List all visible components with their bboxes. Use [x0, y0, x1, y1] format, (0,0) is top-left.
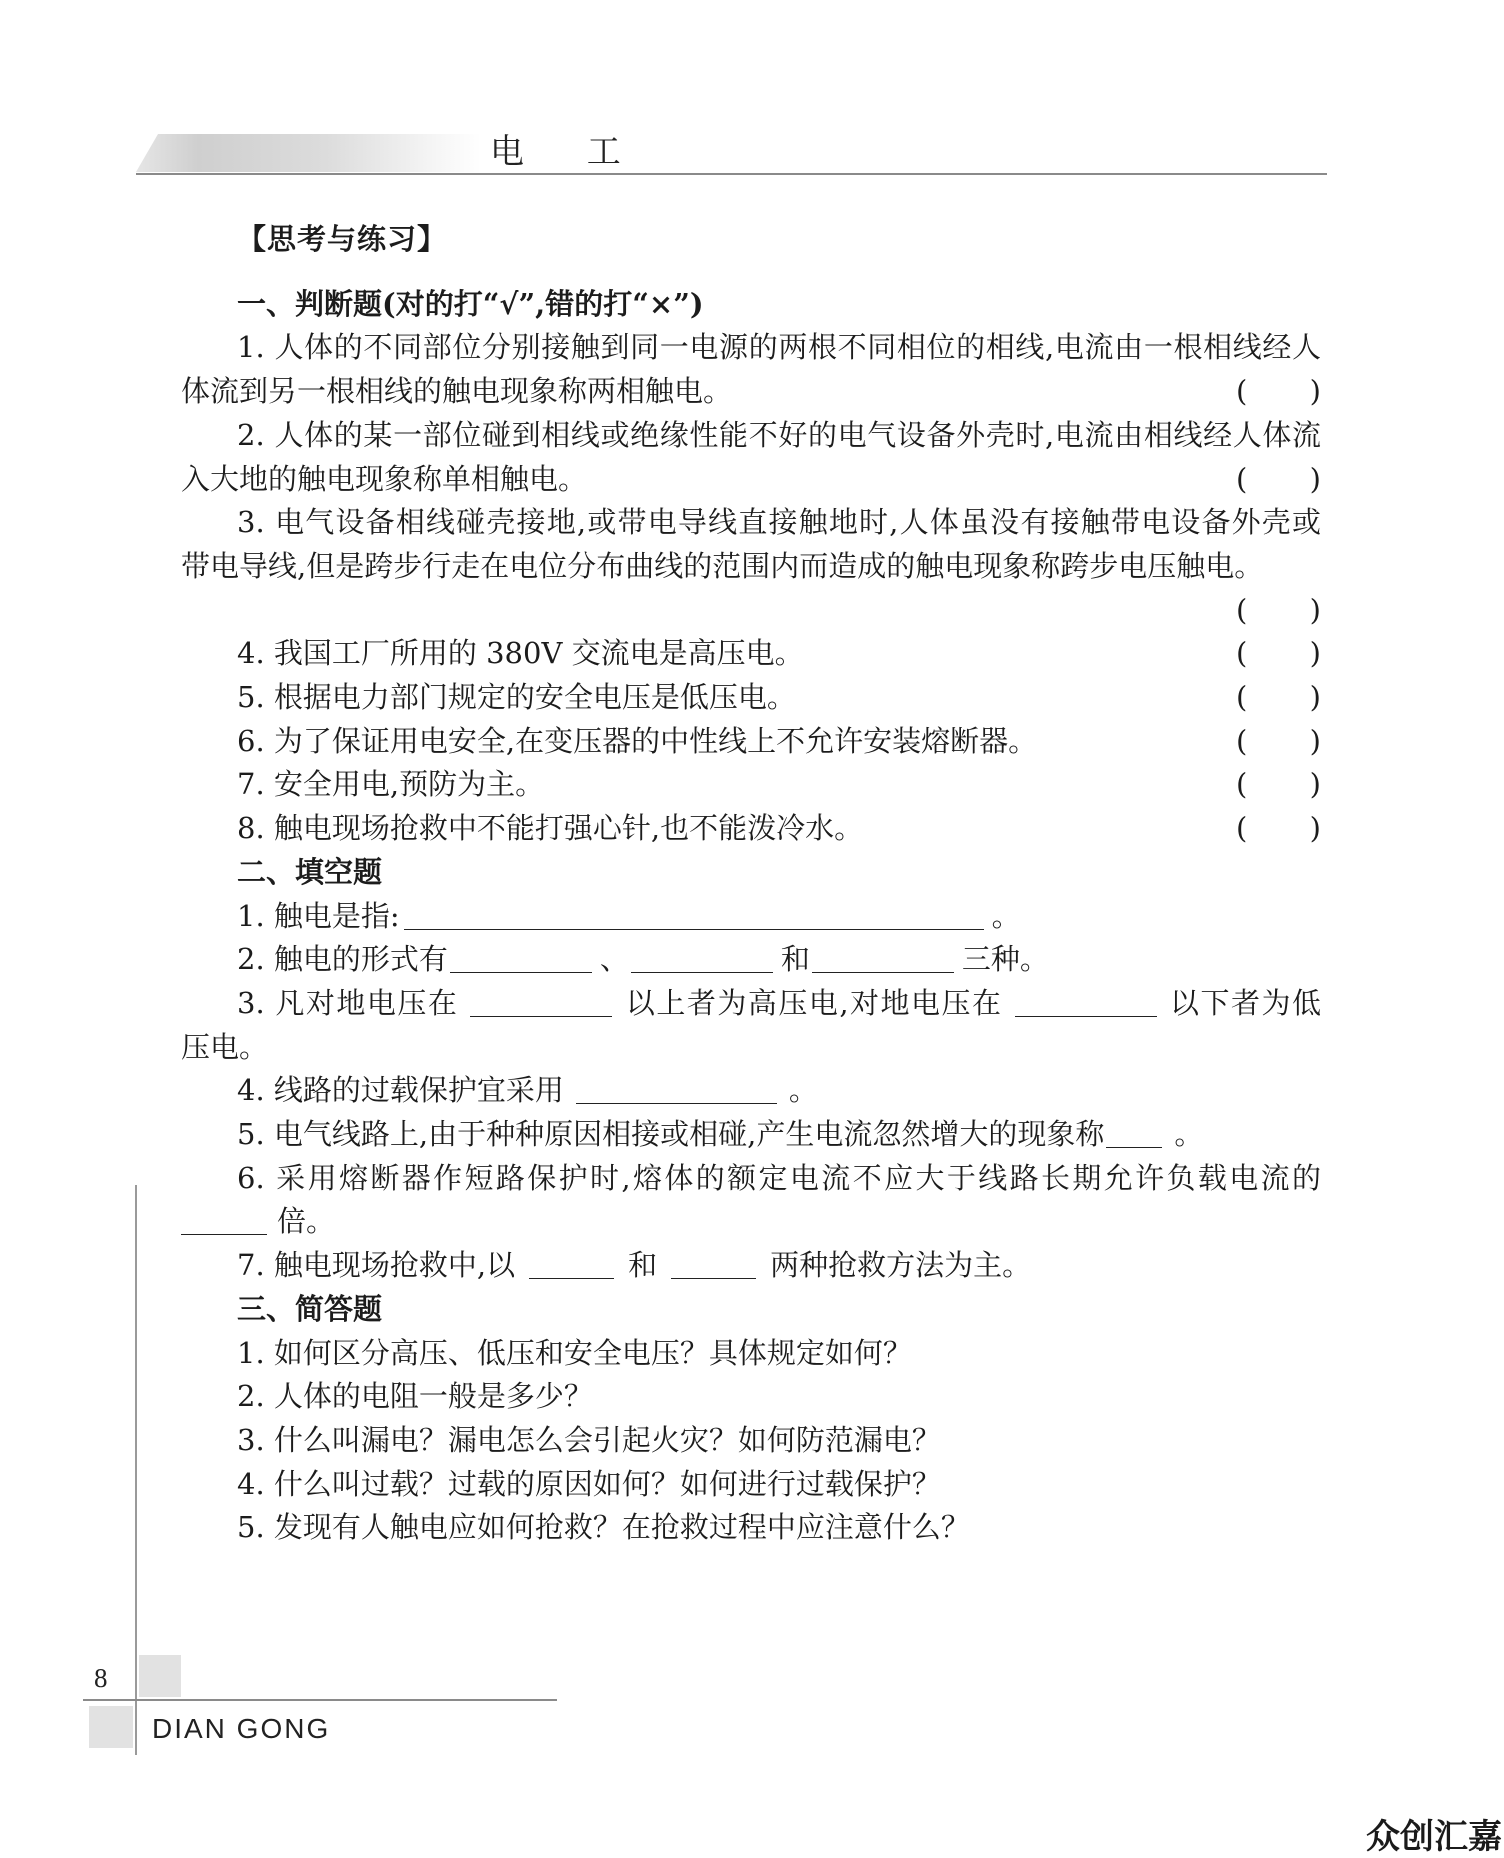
answer-blank: [404, 929, 984, 930]
answer-blank: [181, 1234, 267, 1235]
paren-open: (: [1236, 636, 1248, 671]
fill-in-item-3: [181, 982, 1321, 1069]
item-text: 1. 触电是指:: [237, 898, 400, 933]
item-text: 5. 电气线路上,由于种种原因相接或相碰,产生电流忽然增大的现象称: [237, 1117, 1105, 1152]
answer-parentheses: [1236, 632, 1321, 676]
item-text: 6. 为了保证用电安全,在变压器的中性线上不允许安装熔断器。: [237, 723, 1038, 758]
answer-parentheses: [1236, 676, 1321, 720]
paren-close: ): [1309, 636, 1321, 671]
true-false-item-8: [181, 807, 1321, 851]
answer-blank: [631, 972, 773, 973]
true-false-item-2: [181, 414, 1321, 501]
running-header-title: 电 工: [490, 132, 621, 172]
paren-open: (: [1236, 680, 1248, 715]
item-text: 。: [1174, 1117, 1204, 1152]
item-text: 以上者为高压电,对地电压在: [624, 985, 1003, 1020]
section-title: 【思考与练习】: [237, 222, 448, 256]
answer-blank: [529, 1278, 614, 1279]
item-text: 4. 线路的过载保护宜采用: [237, 1073, 564, 1108]
true-false-item-1: [181, 326, 1321, 413]
answer-blank: [812, 972, 954, 973]
paren-open: (: [1236, 374, 1248, 409]
fill-in-heading: 二、填空题: [237, 854, 383, 889]
item-text: 倍。: [277, 1204, 336, 1239]
header-gradient-bar: [136, 134, 481, 172]
item-text: 8. 触电现场抢救中不能打强心针,也不能泼冷水。: [237, 811, 864, 846]
item-text: 入大地的触电现象称单相触电。: [181, 461, 588, 496]
fill-in-item-4: [181, 1069, 1321, 1113]
answer-parentheses: [1236, 370, 1321, 414]
paren-open: (: [1236, 767, 1248, 802]
short-answer-item-4: 4. 什么叫过载？过载的原因如何？如何进行过载保护？: [237, 1466, 941, 1501]
paren-open: (: [1236, 592, 1248, 627]
paren-close: ): [1309, 811, 1321, 846]
true-false-item-3-line-3: [181, 589, 1321, 633]
answer-blank: [576, 1103, 777, 1104]
fill-in-item-6-line-2: [181, 1200, 1321, 1244]
answer-blank: [470, 1016, 612, 1017]
true-false-item-3-line-2: 带电导线,但是跨步行走在电位分布曲线的范围内而造成的触电现象称跨步电压触电。: [181, 548, 1264, 583]
footer-vertical-rule: [135, 1185, 137, 1755]
footer-rule: [83, 1699, 557, 1701]
true-false-heading: 一、判断题(对的打“√”,错的打“×”): [237, 286, 704, 321]
fill-in-item-2: [181, 938, 1321, 982]
paren-close: ): [1309, 723, 1321, 758]
answer-blank: [450, 972, 592, 973]
page-number: 8: [94, 1663, 108, 1693]
true-false-item-7: [181, 763, 1321, 807]
fill-in-item-3-line-1: [181, 982, 1321, 1026]
item-text: 、: [599, 942, 629, 977]
true-false-item-3-line-1: 3. 电气设备相线碰壳接地,或带电导线直接触地时,人体虽没有接触带电设备外壳或: [237, 505, 1321, 540]
answer-parentheses: [1236, 807, 1321, 851]
item-text: 3. 凡对地电压在: [237, 985, 459, 1020]
short-answer-item-3: 3. 什么叫漏电？漏电怎么会引起火灾？如何防范漏电？: [237, 1422, 941, 1457]
paren-close: ): [1309, 767, 1321, 802]
header-rule: [136, 173, 1327, 175]
short-answer-item-5: 5. 发现有人触电应如何抢救？在抢救过程中应注意什么？: [237, 1510, 970, 1545]
true-false-item-1-line-1: 1. 人体的不同部位分别接触到同一电源的两根不同相位的相线,电流由一根相线经人: [237, 330, 1321, 365]
fill-in-item-5: [181, 1113, 1321, 1157]
watermark-logo: 众创汇嘉: [1366, 1817, 1502, 1857]
fill-in-item-6-line-1: 6. 采用熔断器作短路保护时,熔体的额定电流不应大于线路长期允许负载电流的: [237, 1160, 1321, 1195]
answer-parentheses: [1236, 720, 1321, 764]
true-false-item-6: [181, 720, 1321, 764]
item-text: 。: [788, 1073, 818, 1108]
item-text: 5. 根据电力部门规定的安全电压是低压电。: [237, 680, 796, 715]
answer-blank: [671, 1278, 756, 1279]
footer-running-title: DIAN GONG: [152, 1713, 331, 1744]
item-text: 三种。: [961, 942, 1049, 977]
paren-close: ): [1309, 461, 1321, 496]
item-text: 体流到另一根相线的触电现象称两相触电。: [181, 374, 733, 409]
paren-open: (: [1236, 723, 1248, 758]
item-text: 两种抢救方法为主。: [770, 1248, 1032, 1283]
answer-blank: [1015, 1016, 1157, 1017]
short-answer-item-1: 1. 如何区分高压、低压和安全电压？具体规定如何？: [237, 1335, 912, 1370]
item-text: 。: [991, 898, 1021, 933]
answer-parentheses: [1236, 763, 1321, 807]
item-text: 和: [628, 1248, 658, 1283]
true-false-item-3: [181, 501, 1321, 632]
paren-open: (: [1236, 811, 1248, 846]
answer-blank: [1106, 1147, 1162, 1148]
fill-in-item-3-line-2: 压电。: [181, 1029, 269, 1064]
true-false-item-2-line-1: 2. 人体的某一部位碰到相线或绝缘性能不好的电气设备外壳时,电流由相线经人体流: [237, 417, 1321, 452]
item-text: 7. 安全用电,预防为主。: [237, 767, 545, 802]
item-text: 2. 触电的形式有: [237, 942, 448, 977]
item-text: 和: [780, 942, 810, 977]
item-text: 4. 我国工厂所用的 380V 交流电是高压电。: [237, 636, 804, 671]
footer-decor-square: [89, 1706, 133, 1748]
true-false-item-5: [181, 676, 1321, 720]
fill-in-item-7: [181, 1244, 1321, 1288]
short-answer-heading: 三、简答题: [237, 1291, 383, 1326]
true-false-item-4: [181, 632, 1321, 676]
answer-parentheses: [1236, 589, 1321, 633]
answer-parentheses: [1236, 458, 1321, 502]
true-false-item-2-line-2: [181, 458, 1321, 502]
exercise-section: [181, 218, 1321, 1550]
paren-close: ): [1309, 680, 1321, 715]
paren-close: ): [1309, 592, 1321, 627]
item-text: 以下者为低: [1168, 985, 1321, 1020]
item-text: 7. 触电现场抢救中,以: [237, 1248, 516, 1283]
short-answer-item-2: 2. 人体的电阻一般是多少？: [237, 1379, 593, 1414]
fill-in-item-1: [181, 895, 1321, 939]
true-false-item-1-line-2: [181, 370, 1321, 414]
footer-decor-square: [139, 1655, 181, 1697]
paren-open: (: [1236, 461, 1248, 496]
paren-close: ): [1309, 374, 1321, 409]
fill-in-item-6: [181, 1157, 1321, 1244]
